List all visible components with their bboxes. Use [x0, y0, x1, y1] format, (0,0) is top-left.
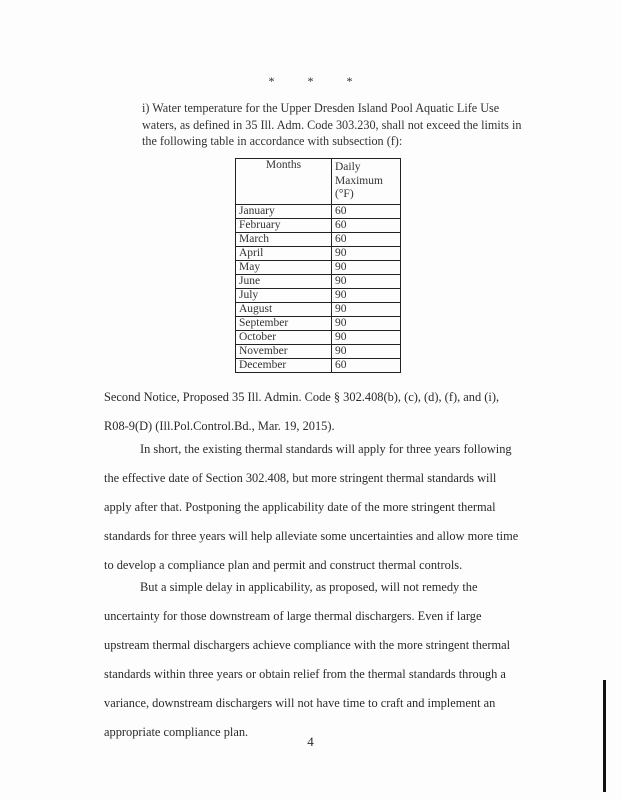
asterisk: *: [307, 74, 314, 88]
table-row: [236, 303, 401, 317]
month-cell: August: [236, 303, 332, 317]
month-cell: February: [236, 219, 332, 233]
table-body: [236, 205, 401, 373]
table-row: [236, 289, 401, 303]
max-temperature-cell: 90: [332, 261, 401, 275]
max-temperature-cell: 90: [332, 345, 401, 359]
month-cell: January: [236, 205, 332, 219]
table-row: [236, 331, 401, 345]
month-cell: September: [236, 317, 332, 331]
month-cell: April: [236, 247, 332, 261]
month-cell: March: [236, 233, 332, 247]
table-row: [236, 317, 401, 331]
max-temperature-cell: 90: [332, 247, 401, 261]
max-temperature-cell: 60: [332, 219, 401, 233]
asterisk: *: [268, 74, 275, 88]
table-row: [236, 247, 401, 261]
section-separator: [0, 74, 621, 89]
citation: Second Notice, Proposed 35 Ill. Admin. Code § 302.408(b), (c), (d), (f), and (i), R08-9(D) (Ill.Pol.Control.Bd., Mar. 19, 2015).: [104, 390, 500, 433]
max-temperature-cell: 90: [332, 289, 401, 303]
daily-max-line: Maximum: [335, 174, 383, 187]
daily-max-line: (°F): [335, 188, 354, 200]
month-cell: October: [236, 331, 332, 345]
max-temperature-cell: 60: [332, 359, 401, 373]
page-number: 4: [307, 734, 314, 749]
scan-edge-mark: [603, 680, 606, 792]
month-cell: June: [236, 275, 332, 289]
month-cell: December: [236, 359, 332, 373]
body-paragraph: In short, the existing thermal standards will apply for three years following the effective date of Section 302.408, but more stringent thermal standards will apply after that. Postponing the applicability date of the more stringent thermal standards for three years will help alleviate some uncertainties and allow more time to develop a compliance plan and permit and construct thermal controls.: [104, 442, 519, 572]
months-header: Months: [236, 159, 332, 205]
max-temperature-cell: 60: [332, 233, 401, 247]
table-row: [236, 275, 401, 289]
table-row: [236, 219, 401, 233]
daily-max-line: Daily: [335, 161, 361, 173]
month-cell: November: [236, 345, 332, 359]
table-row: [236, 359, 401, 373]
table-row: [236, 205, 401, 219]
asterisk: *: [346, 74, 353, 88]
max-temperature-cell: 90: [332, 275, 401, 289]
max-temperature-cell: 90: [332, 303, 401, 317]
month-cell: May: [236, 261, 332, 275]
table-row: [236, 261, 401, 275]
month-cell: July: [236, 289, 332, 303]
table-row: [236, 345, 401, 359]
max-temperature-cell: 60: [332, 205, 401, 219]
max-temperature-cell: 90: [332, 331, 401, 345]
body-paragraph: But a simple delay in applicability, as proposed, will not remedy the uncertainty for those downstream of large thermal dischargers. Even if large upstream thermal dischargers achieve compliance with the more stringent thermal standards within three years or obtain relief from the thermal standards through a variance, downstream dischargers will not have time to craft and implement an appropriate compliance plan.: [104, 580, 511, 739]
table-header-row: [236, 159, 401, 205]
temperature-limits-table: [235, 158, 401, 373]
table-row: [236, 233, 401, 247]
max-temperature-cell: 90: [332, 317, 401, 331]
daily-maximum-header: [332, 159, 401, 205]
regulation-text: i) Water temperature for the Upper Dresden Island Pool Aquatic Life Use waters, as defined in 35 Ill. Adm. Code 303.230, shall not exceed the limits in the following table in accordance with subsection (f):: [142, 101, 522, 148]
